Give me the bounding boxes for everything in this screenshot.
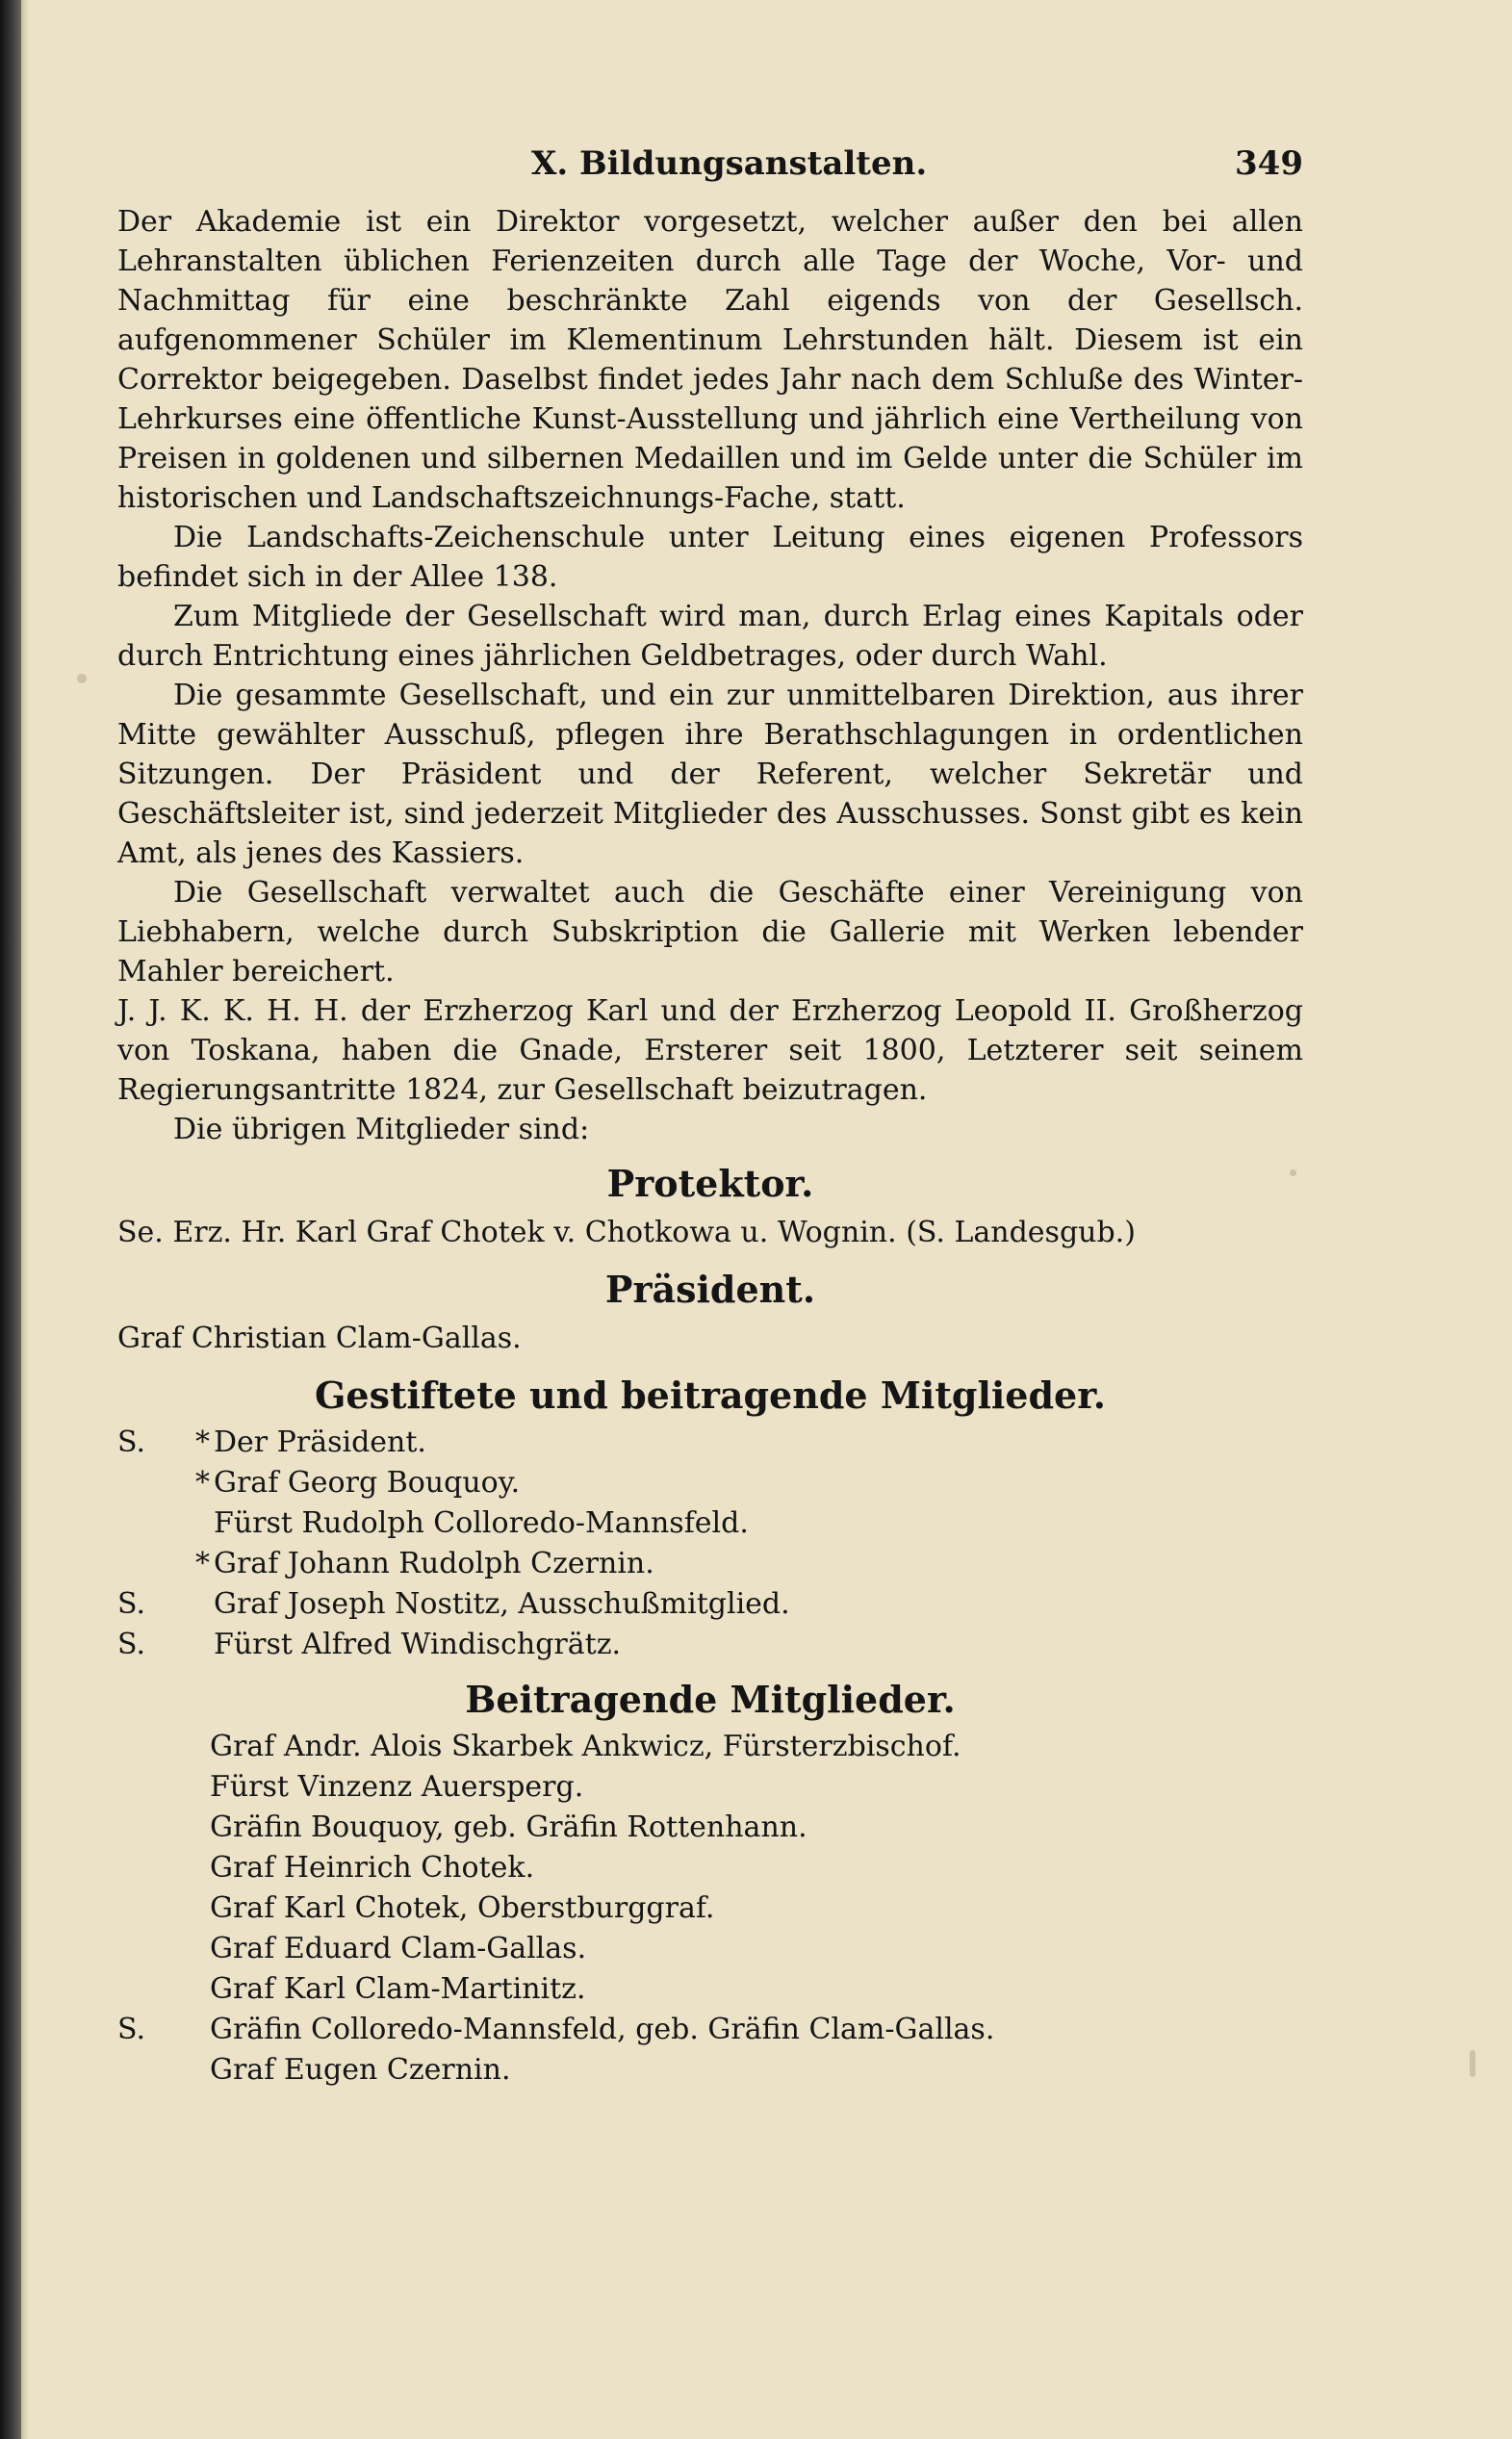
- member-name: Gräfin Colloredo-Mannsfeld, geb. Gräfin Clam-Gallas.: [210, 2013, 995, 2046]
- list-item: Graf Karl Chotek, Oberstburggraf.: [210, 1891, 715, 1925]
- paragraph-landscape-school: Die Landschafts-Zeichenschule unter Leitung eines eigenen Professors befindet sich in der Allee 138.: [117, 521, 1303, 594]
- founder-star: *: [195, 1425, 210, 1459]
- founder-star: [183, 1503, 214, 1544]
- book-binding-edge: [0, 0, 21, 2439]
- list-item: Graf Karl Clam-Martinitz.: [210, 1972, 586, 2006]
- running-title: X. Bildungsanstalten.: [531, 144, 928, 183]
- paragraph-society: Die gesammte Gesellschaft, und ein zur unmittelbaren Direktion, aus ihrer Mitte gewählter Ausschuß, pflegen ihre Berathschlagungen in ordentlichen Sitzungen. Der Präsident und der Referent, welcher Sekretär und Geschäftsleiter ist, sind jederzeit Mitglieder des Ausschusses. Sonst gibt es kein Amt, als jenes des Kassiers.: [117, 679, 1303, 870]
- list-item: Graf Eduard Clam-Gallas.: [210, 1932, 587, 1965]
- page-gutter-shade: [21, 0, 29, 2439]
- member-name: Fürst Rudolph Colloredo-Mannsfeld.: [214, 1506, 749, 1540]
- list-item: [117, 1503, 1303, 1544]
- list-item: [117, 1463, 1303, 1503]
- protector-heading: Protektor.: [606, 1162, 814, 1205]
- protector-name: Se. Erz. Hr. Karl Graf Chotek v. Chotkowa u. Wognin. (S. Landesgub.): [117, 1216, 1136, 1249]
- member-name: Graf Georg Bouquoy.: [214, 1466, 521, 1500]
- committee-mark: [117, 1463, 183, 1503]
- president-name: Graf Christian Clam-Gallas.: [117, 1322, 522, 1355]
- paragraph-archdukes: J. J. K. K. H. H. der Erzherzog Karl und der Erzherzog Leopold II. Großherzog von Toskana, haben die Gnade, Ersterer seit 1800, Letzterer seit seinem Regierungsantritte 1824, zur Gesellschaft beizutragen.: [117, 994, 1303, 1107]
- member-name: Der Präsident.: [214, 1425, 426, 1459]
- list-item: [117, 1544, 1303, 1584]
- founder-star: *: [195, 1466, 210, 1500]
- list-item: [117, 2010, 1303, 2050]
- committee-mark: S.: [117, 1628, 146, 1661]
- paper-speck: [77, 674, 87, 683]
- member-name: Graf Johann Rudolph Czernin.: [214, 1547, 654, 1580]
- committee-mark: S.: [117, 2013, 146, 2046]
- founder-star: [183, 1584, 214, 1625]
- founding-members-list: [117, 1423, 1303, 1665]
- member-name: Fürst Alfred Windischgrätz.: [214, 1628, 622, 1661]
- paper-speck: [1470, 2050, 1475, 2077]
- president-heading: Präsident.: [604, 1268, 816, 1311]
- page-header: [117, 144, 1303, 191]
- paragraph-membership: Zum Mitgliede der Gesellschaft wird man, durch Erlag eines Kapitals oder durch Entrichtung eines jährlichen Geldbetrages, oder durch Wahl.: [117, 600, 1303, 673]
- list-item: [117, 1423, 1303, 1463]
- list-item: Fürst Vinzenz Auersperg.: [210, 1770, 584, 1804]
- committee-mark: S.: [117, 1425, 146, 1459]
- list-item: Gräfin Bouquoy, geb. Gräfin Rottenhann.: [210, 1810, 807, 1844]
- page-number: 349: [1235, 144, 1303, 183]
- list-item: [117, 1625, 1303, 1665]
- other-members-line: Die übrigen Mitglieder sind:: [173, 1113, 590, 1146]
- list-item: Graf Heinrich Chotek.: [210, 1851, 535, 1885]
- book-page: [21, 0, 1512, 2439]
- list-item: [117, 1584, 1303, 1625]
- committee-mark: [117, 1503, 183, 1544]
- paragraph-gallery: Die Gesellschaft verwaltet auch die Geschäfte einer Vereinigung von Liebhabern, welche durch Subskription die Gallerie mit Werken lebender Mahler bereichert.: [117, 876, 1303, 988]
- founder-star: *: [195, 1547, 210, 1580]
- committee-mark: [117, 1544, 183, 1584]
- contributing-members-heading: Beitragende Mitglieder.: [465, 1678, 956, 1721]
- founding-members-heading: Gestiftete und beitragende Mitglieder.: [314, 1374, 1106, 1417]
- member-name: Graf Joseph Nostitz, Ausschußmitglied.: [214, 1587, 790, 1621]
- list-item: Graf Eugen Czernin.: [210, 2053, 511, 2087]
- list-item: Graf Andr. Alois Skarbek Ankwicz, Fürsterzbischof.: [210, 1730, 961, 1763]
- page-content: [117, 144, 1303, 2091]
- contributing-members-list: [117, 1727, 1303, 2091]
- founder-star: [183, 1625, 214, 1665]
- committee-mark: S.: [117, 1587, 146, 1621]
- paragraph-academy: Der Akademie ist ein Direktor vorgesetzt, welcher außer den bei allen Lehranstalten üblichen Ferienzeiten durch alle Tage der Woche, Vor- und Nachmittag für eine beschränkte Zahl eigends von der Gesellsch. aufgenommener Schüler im Klementinum Lehrstunden hält. Diesem ist ein Correktor beigegeben. Daselbst findet jedes Jahr nach dem Schluße des Winter-Lehrkurses eine öffentliche Kunst-Ausstellung und jährlich eine Vertheilung von Preisen in goldenen und silbernen Medaillen und im Gelde unter die Schüler im historischen und Landschaftszeichnungs-Fache, statt.: [117, 205, 1303, 515]
